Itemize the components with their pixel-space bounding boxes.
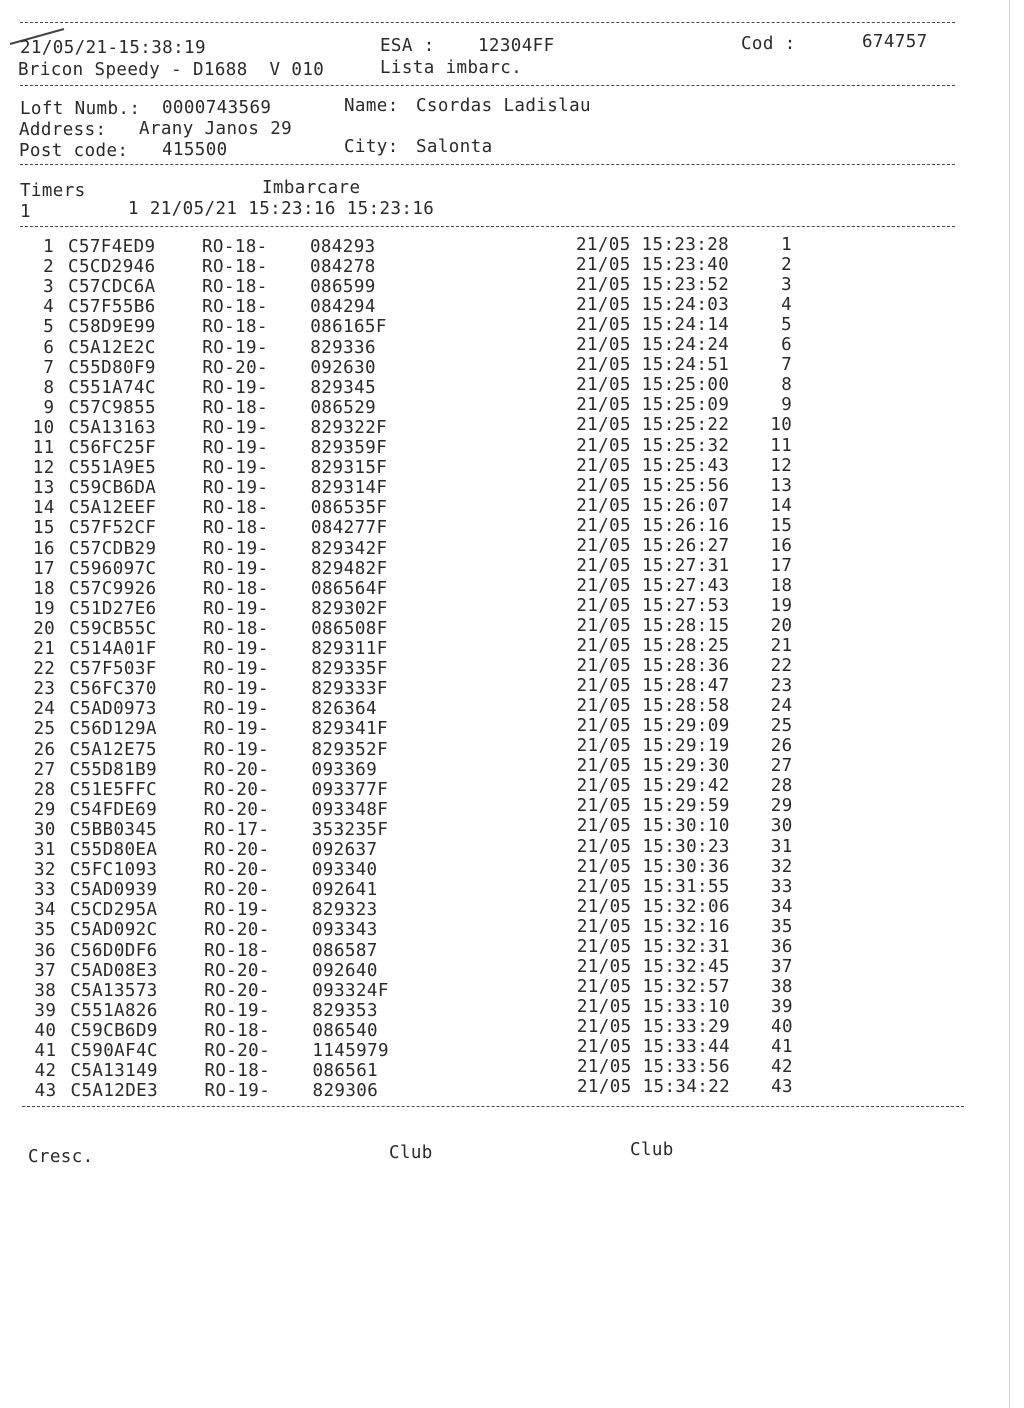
ring-chip-id: C56FC25F — [68, 438, 157, 458]
ring-prefix: RO-19- — [202, 478, 269, 499]
separator-owner — [20, 164, 955, 165]
ring-chip-id: C5A12E75 — [69, 739, 157, 760]
basketing-time: 21/05 15:29:19 — [576, 736, 730, 757]
row-order: 36 — [770, 936, 793, 957]
ring-chip-id: C57F503F — [69, 659, 157, 680]
ring-prefix: RO-19- — [203, 598, 269, 619]
row-index: 34 — [34, 900, 56, 921]
ring-number: 829306 — [312, 1081, 379, 1102]
print-datetime: 21/05/21-15:38:19 — [20, 38, 206, 58]
row-index: 37 — [34, 960, 57, 981]
ring-prefix: RO-20- — [204, 980, 270, 1001]
row-index: 35 — [34, 920, 57, 941]
ring-number: 092637 — [311, 840, 378, 860]
device-info: Bricon Speedy - D1688 V 010 — [18, 60, 325, 80]
city-value: Salonta — [416, 137, 493, 157]
basketing-time: 21/05 15:24:14 — [576, 315, 730, 336]
ring-number: 829302F — [311, 598, 388, 619]
ring-chip-id: C5A13573 — [70, 980, 158, 1001]
row-order: 2 — [781, 255, 793, 276]
ring-prefix: RO-19- — [202, 417, 269, 438]
ring-chip-id: C51D27E6 — [69, 598, 157, 619]
ring-number: 093369 — [311, 759, 378, 780]
ring-number: 084277F — [310, 518, 388, 539]
row-index: 38 — [34, 980, 57, 1001]
ring-prefix: RO-20- — [204, 920, 270, 941]
row-index: 33 — [34, 880, 56, 901]
row-index: 18 — [33, 578, 56, 599]
row-order: 12 — [770, 455, 793, 476]
page-edge — [1009, 0, 1010, 1408]
ring-prefix: RO-19- — [203, 699, 269, 720]
basketing-time: 21/05 15:24:24 — [576, 335, 730, 356]
row-index: 27 — [33, 759, 56, 780]
row-order: 25 — [770, 716, 793, 737]
ring-prefix: RO-20- — [203, 860, 270, 881]
name-label: Name: — [344, 96, 399, 116]
row-order: 19 — [770, 595, 793, 616]
row-index: 32 — [33, 860, 56, 881]
ring-number: 829342F — [310, 538, 388, 559]
basketing-time: 21/05 15:31:55 — [576, 876, 730, 897]
basketing-time: 21/05 15:28:58 — [576, 696, 730, 717]
ring-prefix: RO-19- — [203, 900, 270, 921]
row-order: 3 — [781, 275, 793, 296]
row-order: 17 — [770, 555, 793, 576]
basketing-time: 21/05 15:23:40 — [576, 255, 730, 276]
basketing-time: 21/05 15:29:59 — [576, 796, 730, 817]
ring-chip-id: C5AD0939 — [69, 880, 158, 901]
row-index: 24 — [33, 699, 56, 720]
ring-chip-id: C5AD0973 — [69, 699, 157, 720]
basketing-time: 21/05 15:33:29 — [576, 1016, 731, 1037]
basketing-time: 21/05 15:28:15 — [576, 615, 730, 636]
ring-chip-id: C51E5FFC — [69, 779, 158, 800]
ring-number: 093348F — [311, 799, 389, 820]
ring-number: 086508F — [311, 618, 388, 639]
row-order: 33 — [770, 876, 793, 897]
timer-number: 1 — [20, 202, 31, 222]
basketing-time: 21/05 15:25:56 — [576, 475, 730, 496]
ring-number: 093324F — [312, 980, 389, 1001]
postcode-value: 415500 — [162, 140, 228, 160]
ring-number: 092630 — [310, 357, 376, 378]
row-order: 43 — [771, 1077, 793, 1098]
ring-chip-id: C57C9926 — [69, 578, 157, 599]
row-order: 21 — [770, 636, 793, 656]
row-order: 32 — [770, 856, 793, 877]
basketing-time: 21/05 15:29:30 — [576, 756, 730, 777]
cod-label: Cod : — [741, 34, 796, 54]
ring-number: 353235F — [311, 819, 389, 840]
ring-number: 829482F — [310, 558, 388, 579]
row-index: 42 — [34, 1061, 57, 1082]
row-order: 13 — [770, 475, 793, 496]
ring-chip-id: C551A826 — [70, 1000, 158, 1021]
ring-prefix: RO-18- — [202, 317, 268, 338]
ring-chip-id: C55D80F9 — [68, 357, 156, 378]
cresc-label: Cresc. — [28, 1147, 94, 1167]
basketing-time: 21/05 15:30:23 — [576, 836, 730, 857]
row-index: 39 — [34, 1000, 57, 1021]
basketing-time: 21/05 15:28:47 — [576, 676, 730, 697]
ring-prefix: RO-20- — [204, 1041, 271, 1061]
ring-number: 086599 — [310, 277, 376, 298]
ring-number: 829323 — [311, 900, 378, 921]
ring-prefix: RO-18- — [204, 1020, 270, 1041]
ring-chip-id: C56D0DF6 — [70, 940, 158, 961]
basketing-time: 21/05 15:29:42 — [576, 776, 730, 797]
ring-number: 086587 — [312, 940, 378, 961]
row-order: 27 — [770, 756, 793, 777]
ring-prefix: RO-18- — [202, 518, 269, 539]
row-order: 10 — [770, 415, 793, 436]
ring-chip-id: C57F4ED9 — [68, 237, 156, 257]
loft-number-label: Loft Numb.: — [20, 99, 141, 119]
ring-prefix: RO-18- — [202, 498, 269, 519]
ring-number: 829333F — [311, 679, 388, 700]
ring-chip-id: C55D80EA — [69, 840, 158, 860]
ring-number: 086564F — [311, 578, 388, 599]
ring-chip-id: C54FDE69 — [69, 799, 158, 820]
row-order: 37 — [770, 956, 793, 977]
ring-prefix: RO-18- — [202, 237, 268, 257]
separator-header — [20, 85, 955, 86]
ring-prefix: RO-19- — [204, 1081, 271, 1102]
row-order: 41 — [771, 1037, 793, 1057]
row-index: 20 — [33, 618, 56, 639]
row-index: 30 — [33, 819, 56, 840]
ring-number: 086165F — [310, 317, 387, 338]
ring-chip-id: C56FC370 — [69, 679, 157, 700]
ring-number: 093340 — [311, 860, 378, 881]
ring-chip-id: C57C9855 — [68, 397, 156, 418]
row-order: 18 — [770, 575, 793, 596]
ring-prefix: RO-18- — [204, 1061, 271, 1082]
ring-chip-id: C5A13149 — [70, 1061, 158, 1082]
ring-chip-id: C551A74C — [68, 377, 156, 398]
ring-chip-id: C59CB6D9 — [70, 1020, 158, 1041]
row-order: 1 — [781, 235, 792, 255]
row-index: 26 — [33, 739, 56, 760]
ring-prefix: RO-20- — [203, 759, 270, 780]
ring-prefix: RO-19- — [203, 679, 269, 700]
ring-chip-id: C5A12EEF — [68, 498, 157, 519]
ring-number: 829311F — [311, 639, 388, 659]
ring-prefix: RO-18- — [204, 940, 270, 961]
ring-number: 826364 — [311, 699, 377, 720]
row-index: 16 — [33, 538, 55, 559]
basketing-time: 21/05 15:33:44 — [576, 1037, 731, 1057]
basketing-time: 21/05 15:26:27 — [576, 535, 730, 556]
row-index: 11 — [32, 438, 55, 458]
row-index: 10 — [32, 417, 55, 438]
basketing-time: 21/05 15:32:06 — [576, 896, 730, 917]
basketing-time: 21/05 15:25:32 — [576, 435, 730, 456]
row-index: 29 — [33, 799, 56, 820]
ring-number: 086561 — [312, 1061, 379, 1082]
ring-number: 829352F — [311, 739, 389, 760]
ring-number: 829322F — [310, 417, 388, 438]
ring-prefix: RO-19- — [203, 639, 269, 659]
ring-number: 092641 — [311, 880, 378, 901]
basketing-time: 21/05 15:32:45 — [576, 956, 730, 977]
row-order: 20 — [770, 615, 793, 636]
basketing-time: 21/05 15:28:36 — [576, 656, 730, 677]
ring-number: 092640 — [312, 960, 378, 981]
row-order: 22 — [770, 656, 793, 677]
basketing-time: 21/05 15:27:53 — [576, 595, 730, 616]
ring-number: 086529 — [310, 397, 377, 418]
row-order: 8 — [781, 375, 793, 396]
ring-prefix: RO-19- — [203, 659, 269, 680]
ring-prefix: RO-19- — [203, 739, 270, 760]
basketing-time: 21/05 15:32:31 — [576, 936, 730, 957]
ring-prefix: RO-20- — [203, 840, 270, 860]
basketing-time: 21/05 15:25:09 — [576, 395, 730, 416]
ring-prefix: RO-20- — [202, 357, 268, 378]
club-label-1: Club — [389, 1143, 433, 1163]
ring-chip-id: C5BB0345 — [69, 819, 158, 840]
ring-prefix: RO-19- — [203, 719, 270, 740]
row-index: 25 — [33, 719, 56, 740]
ring-number: 1145979 — [312, 1041, 389, 1061]
basketing-time: 21/05 15:30:36 — [576, 856, 730, 877]
ring-number: 093343 — [312, 920, 378, 941]
ring-number: 829359F — [310, 438, 388, 458]
ring-prefix: RO-20- — [203, 799, 270, 820]
basketing-time: 21/05 15:23:52 — [576, 275, 730, 296]
ring-chip-id: C57F52CF — [68, 518, 157, 539]
basketing-time: 21/05 15:23:28 — [576, 235, 730, 255]
ring-chip-id: C5CD2946 — [68, 257, 156, 278]
row-index: 40 — [34, 1020, 57, 1041]
ring-number: 829315F — [310, 458, 388, 479]
row-index: 13 — [32, 478, 55, 499]
ring-prefix: RO-20- — [203, 880, 270, 901]
row-order: 9 — [781, 395, 793, 416]
basketing-time: 21/05 15:34:22 — [577, 1077, 731, 1098]
basketing-time: 21/05 15:33:10 — [576, 996, 731, 1017]
ring-prefix: RO-20- — [204, 960, 270, 981]
row-index: 22 — [33, 659, 56, 680]
row-order: 6 — [781, 335, 793, 356]
row-index: 14 — [32, 498, 55, 519]
basketing-time: 21/05 15:24:51 — [576, 355, 730, 376]
ring-chip-id: C5FC1093 — [69, 860, 158, 881]
ring-number: 084293 — [310, 237, 376, 257]
ring-chip-id: C5CD295A — [69, 900, 158, 921]
row-order: 29 — [770, 796, 793, 817]
row-order: 35 — [770, 916, 793, 937]
ring-prefix: RO-18- — [202, 297, 268, 318]
row-index: 5 — [43, 317, 55, 338]
esa-value: 12304FF — [478, 36, 555, 56]
row-order: 24 — [770, 696, 793, 717]
ring-prefix: RO-18- — [202, 397, 269, 418]
list-title: Lista imbarc. — [380, 58, 523, 78]
ring-number: 086540 — [312, 1020, 378, 1041]
row-index: 7 — [43, 357, 55, 378]
ring-number: 084278 — [310, 257, 376, 278]
row-index: 4 — [43, 297, 55, 318]
ring-chip-id: C59CB55C — [69, 618, 157, 639]
row-order: 4 — [781, 295, 793, 316]
ring-chip-id: C58D9E99 — [68, 317, 156, 338]
ring-chip-id: C551A9E5 — [68, 458, 157, 479]
ring-number: 093377F — [311, 779, 389, 800]
row-index: 6 — [43, 337, 55, 358]
name-value: Csordas Ladislau — [416, 96, 591, 116]
ring-prefix: RO-18- — [202, 257, 268, 278]
ring-chip-id: C55D81B9 — [69, 759, 158, 780]
ring-prefix: RO-20- — [203, 779, 270, 800]
separator-timers — [20, 226, 955, 227]
row-order: 7 — [781, 355, 793, 376]
ring-prefix: RO-18- — [203, 578, 269, 599]
ring-number: 829335F — [311, 659, 388, 680]
row-index: 23 — [33, 679, 56, 700]
ring-number: 829353 — [312, 1000, 378, 1021]
row-index: 12 — [32, 458, 55, 479]
ring-number: 829336 — [310, 337, 376, 358]
ring-prefix: RO-19- — [202, 538, 269, 559]
basketing-time: 21/05 15:26:16 — [576, 515, 730, 536]
ring-chip-id: C5A13163 — [68, 417, 157, 438]
club-label-2: Club — [630, 1140, 674, 1160]
row-index: 3 — [43, 277, 55, 298]
row-order: 39 — [771, 996, 793, 1017]
ring-prefix: RO-19- — [202, 337, 268, 358]
city-label: City: — [344, 137, 399, 157]
basketing-time: 21/05 15:27:31 — [576, 555, 730, 576]
ring-number: 829345 — [310, 377, 377, 398]
row-index: 36 — [34, 940, 57, 961]
postcode-label: Post code: — [19, 141, 129, 161]
loft-number-value: 0000743569 — [162, 98, 272, 118]
basketing-time: 21/05 15:25:43 — [576, 455, 730, 476]
row-order: 40 — [771, 1016, 793, 1037]
ring-prefix: RO-18- — [202, 277, 268, 298]
basketing-time: 21/05 15:30:10 — [576, 816, 730, 837]
ring-chip-id: C59CB6DA — [68, 478, 157, 499]
ring-prefix: RO-18- — [203, 618, 269, 639]
ring-prefix: RO-19- — [202, 438, 269, 458]
separator-top — [20, 22, 955, 23]
basketing-time: 21/05 15:29:09 — [576, 716, 730, 737]
basketing-time: 21/05 15:27:43 — [576, 575, 730, 596]
row-index: 43 — [34, 1081, 57, 1102]
row-order: 26 — [770, 736, 793, 757]
address-value: Arany Janos 29 — [139, 119, 293, 139]
separator-bottom — [22, 1106, 964, 1107]
row-order: 34 — [770, 896, 793, 917]
ring-number: 829314F — [310, 478, 388, 499]
ring-number: 084294 — [310, 297, 376, 318]
row-index: 2 — [43, 257, 55, 278]
row-order: 14 — [770, 495, 793, 516]
basketing-time: 21/05 15:24:03 — [576, 295, 730, 316]
ring-chip-id: C5AD092C — [70, 920, 158, 941]
row-index: 15 — [32, 518, 55, 539]
basketing-time: 21/05 15:33:56 — [576, 1057, 731, 1078]
row-order: 38 — [771, 976, 793, 997]
row-order: 28 — [770, 776, 793, 797]
row-order: 11 — [770, 435, 793, 456]
row-index: 21 — [33, 639, 56, 659]
row-order: 5 — [781, 315, 793, 336]
ring-number: 086535F — [310, 498, 388, 519]
row-order: 30 — [770, 816, 793, 837]
ring-chip-id: C56D129A — [69, 719, 157, 740]
row-index: 1 — [43, 237, 54, 257]
basketing-time: 21/05 15:25:22 — [576, 415, 730, 436]
row-order: 23 — [770, 676, 793, 697]
row-index: 31 — [33, 840, 56, 860]
ring-chip-id: C57CDB29 — [68, 538, 157, 559]
ring-chip-id: C57F55B6 — [68, 297, 156, 318]
ring-number: 829341F — [311, 719, 388, 740]
basketing-time: 21/05 15:28:25 — [576, 636, 730, 656]
basketing-time: 21/05 15:25:00 — [576, 375, 730, 396]
imbarcare-label: Imbarcare — [262, 178, 361, 198]
ring-chip-id: C514A01F — [69, 639, 157, 659]
ring-prefix: RO-19- — [202, 377, 269, 398]
row-index: 8 — [43, 377, 55, 398]
row-index: 28 — [33, 779, 56, 800]
ring-chip-id: C590AF4C — [70, 1041, 158, 1061]
basketing-time: 21/05 15:26:07 — [576, 495, 730, 516]
row-index: 17 — [33, 558, 55, 579]
row-order: 16 — [770, 535, 793, 556]
ring-chip-id: C5A12DE3 — [70, 1081, 159, 1102]
timer-line: 1 21/05/21 15:23:16 15:23:16 — [128, 199, 435, 219]
row-order: 15 — [770, 515, 793, 536]
cod-value: 674757 — [862, 32, 928, 52]
esa-label: ESA : — [380, 36, 435, 56]
row-order: 31 — [770, 836, 793, 857]
address-label: Address: — [19, 120, 107, 140]
ring-prefix: RO-19- — [202, 558, 269, 579]
row-index: 19 — [33, 598, 56, 619]
row-index: 9 — [43, 397, 55, 418]
ring-prefix: RO-19- — [202, 458, 269, 479]
ring-prefix: RO-19- — [204, 1000, 270, 1021]
row-index: 41 — [34, 1041, 57, 1061]
basketing-time: 21/05 15:32:16 — [576, 916, 730, 937]
ring-chip-id: C5AD08E3 — [70, 960, 158, 981]
ring-chip-id: C57CDC6A — [68, 277, 156, 298]
basketing-time: 21/05 15:32:57 — [576, 976, 730, 997]
ring-chip-id: C596097C — [68, 558, 157, 579]
ring-prefix: RO-17- — [203, 819, 270, 840]
ring-chip-id: C5A12E2C — [68, 337, 156, 358]
timers-label: Timers — [20, 181, 86, 201]
row-order: 42 — [771, 1057, 793, 1078]
